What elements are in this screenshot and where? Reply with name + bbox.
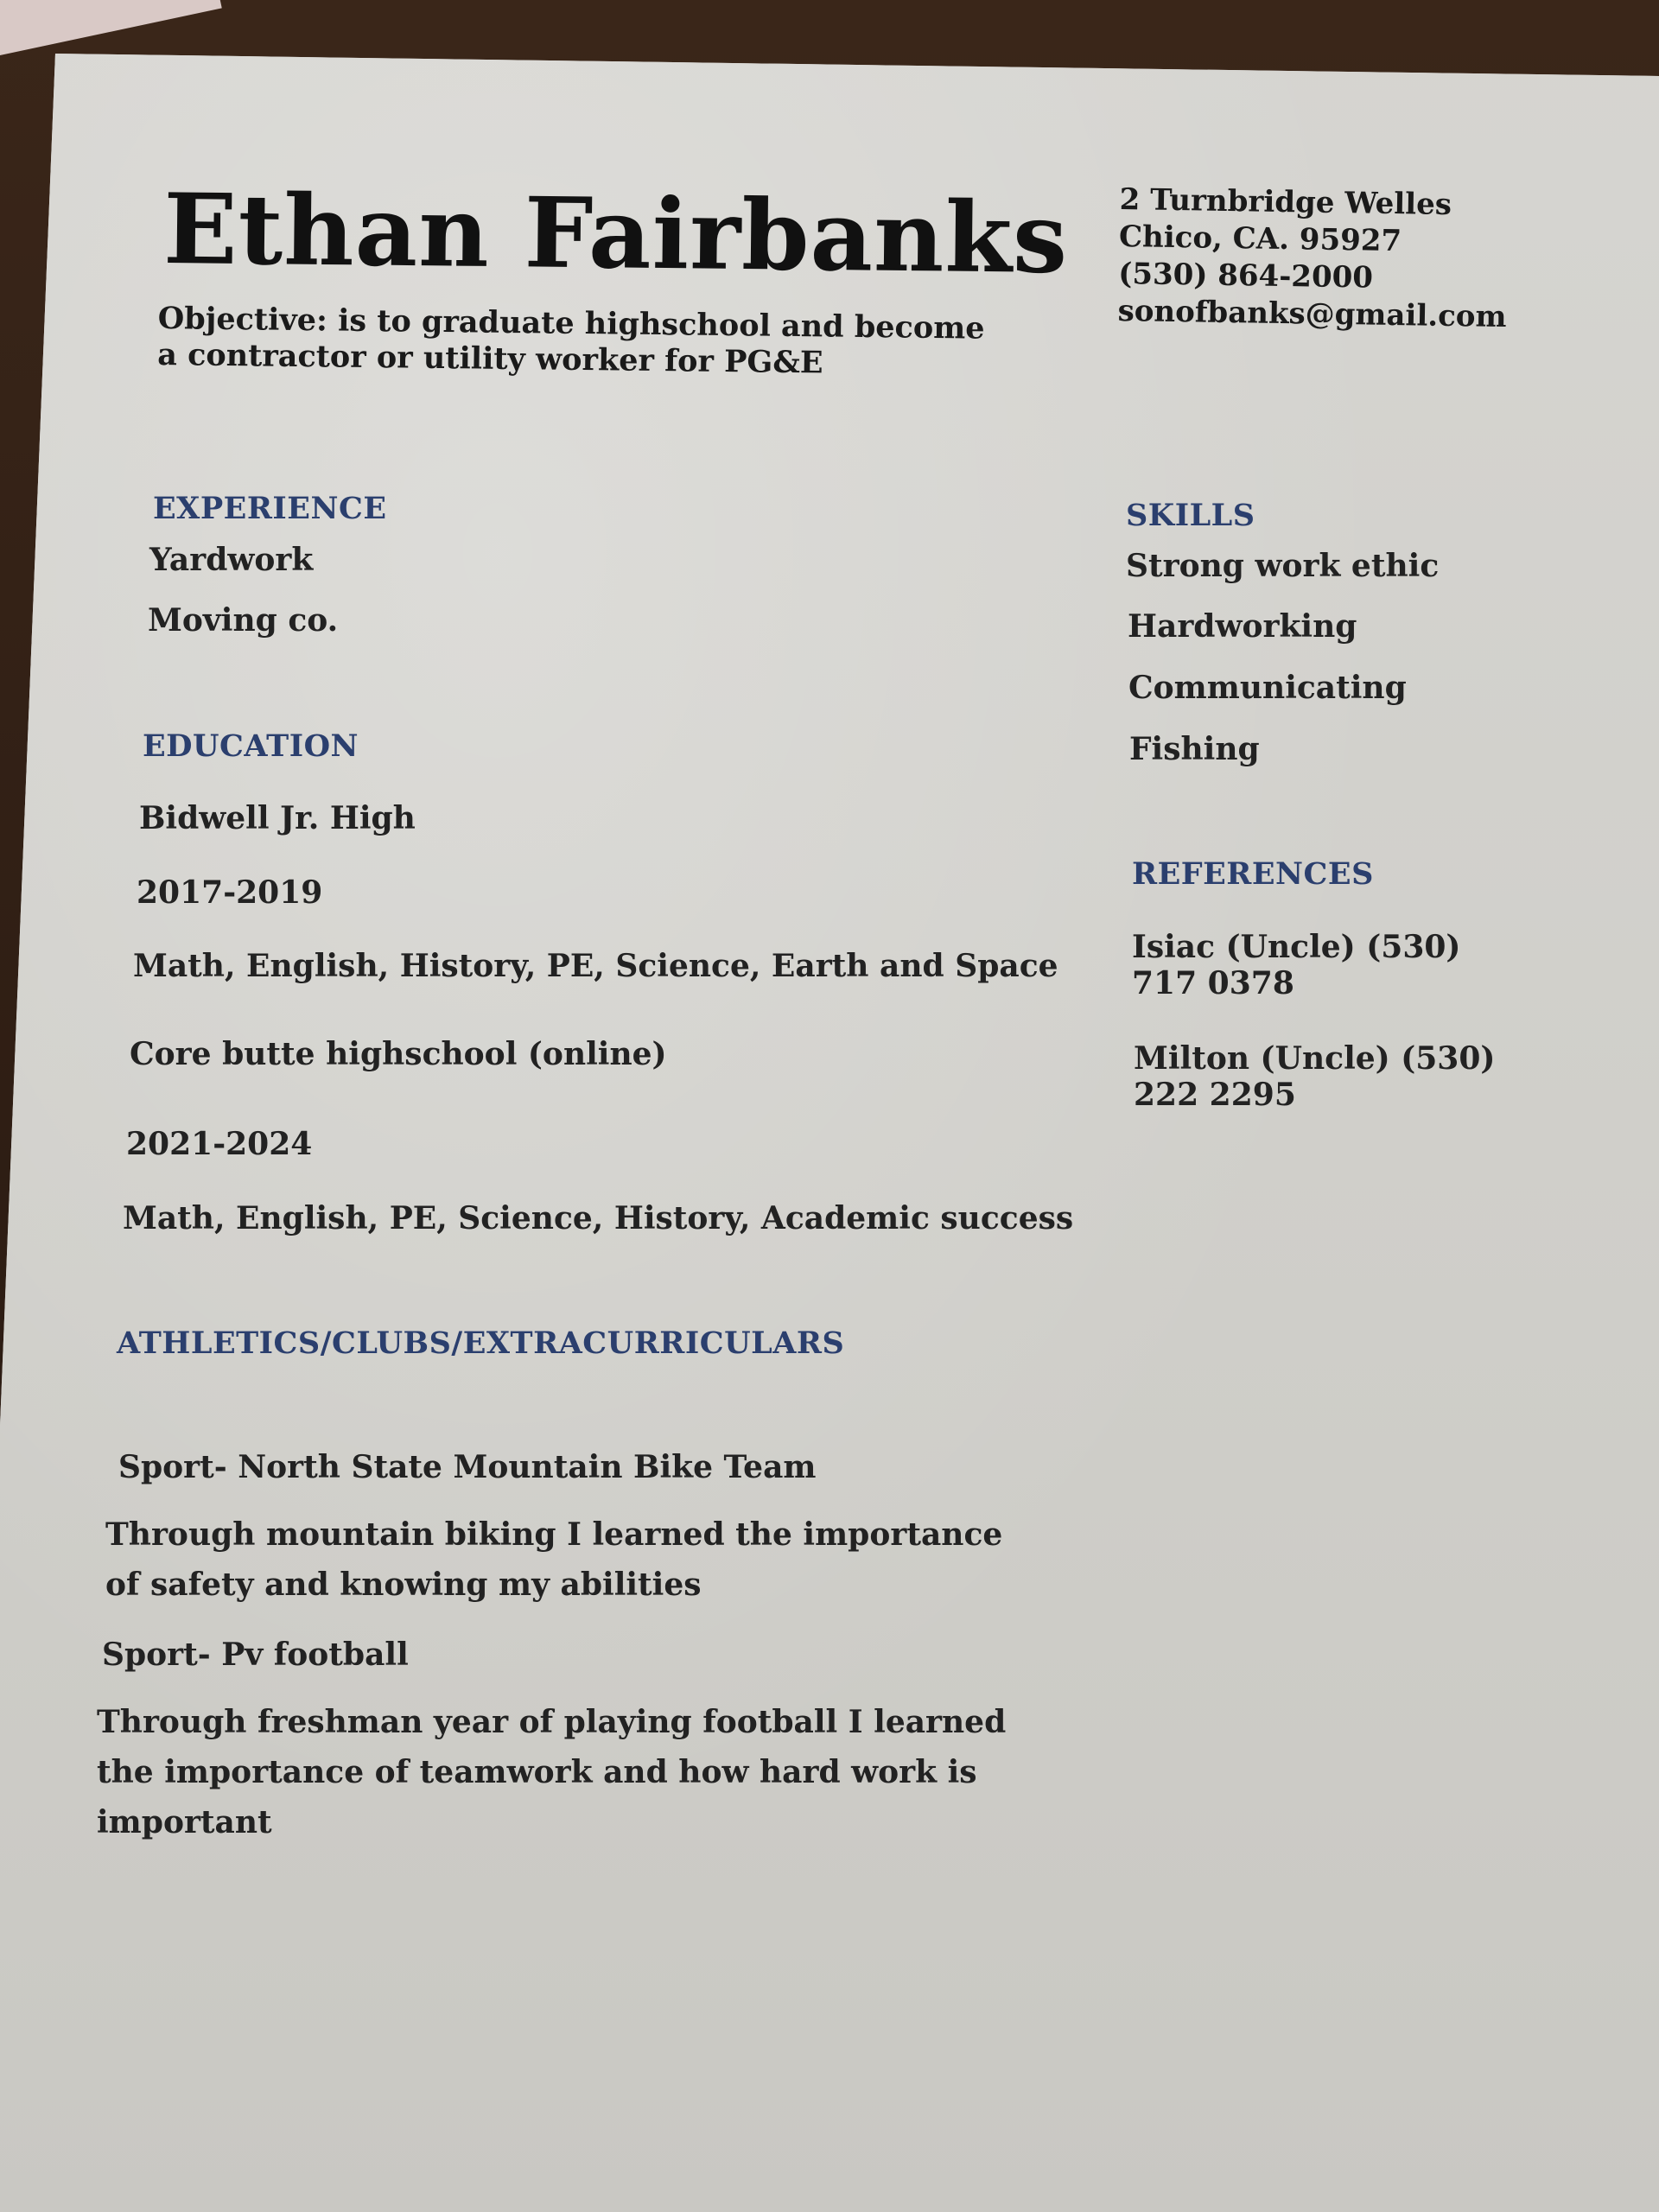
skill-item: Hardworking [1128,608,1357,645]
reference-item: Milton (Uncle) (530) 222 2295 [1134,1040,1496,1113]
skills-heading: SKILLS [1126,498,1255,533]
reference-item: Isiac (Uncle) (530) 717 0378 [1132,929,1461,1001]
education-item: 2017-2019 [137,874,323,911]
athletics-item: Through freshman year of playing football I learned the importance of teamwork and how hard work is important [97,1704,1007,1840]
references-heading: REFERENCES [1132,856,1374,892]
contact-address-line2: Chico, CA. 95927 [1118,219,1402,259]
athletics-item: Sport- Pv football [102,1637,409,1673]
contact-email: sonofbanks@gmail.com [1117,293,1507,335]
education-item: Math, English, PE, Science, History, Academic success [123,1200,1074,1236]
skill-item: Strong work ethic [1126,548,1440,584]
education-item: Bidwell Jr. High [139,800,416,836]
contact-address-line1: 2 Turnbridge Welles [1119,181,1452,223]
experience-item: Yardwork [149,542,314,578]
athletics-item: Sport- North State Mountain Bike Team [118,1449,817,1485]
applicant-name: Ethan Fairbanks [162,173,1069,296]
education-item: Math, English, History, PE, Science, Earth and Space [133,948,1058,984]
athletics-heading: ATHLETICS/CLUBS/EXTRACURRICULARS [117,1325,845,1361]
contact-phone: (530) 864-2000 [1118,256,1374,296]
education-heading: EDUCATION [143,728,359,764]
experience-heading: EXPERIENCE [153,491,387,526]
skill-item: Communicating [1128,670,1407,706]
education-item: 2021-2024 [126,1126,313,1162]
contact-block [1117,181,1509,336]
experience-item: Moving co. [148,602,339,639]
athletics-item: Through mountain biking I learned the importance of safety and knowing my abilities [105,1516,1003,1603]
education-item: Core butte highschool (online) [130,1036,667,1072]
skill-item: Fishing [1129,731,1260,767]
objective-statement: Objective: is to graduate highschool and become a contractor or utility worker for PG&E [156,301,985,381]
